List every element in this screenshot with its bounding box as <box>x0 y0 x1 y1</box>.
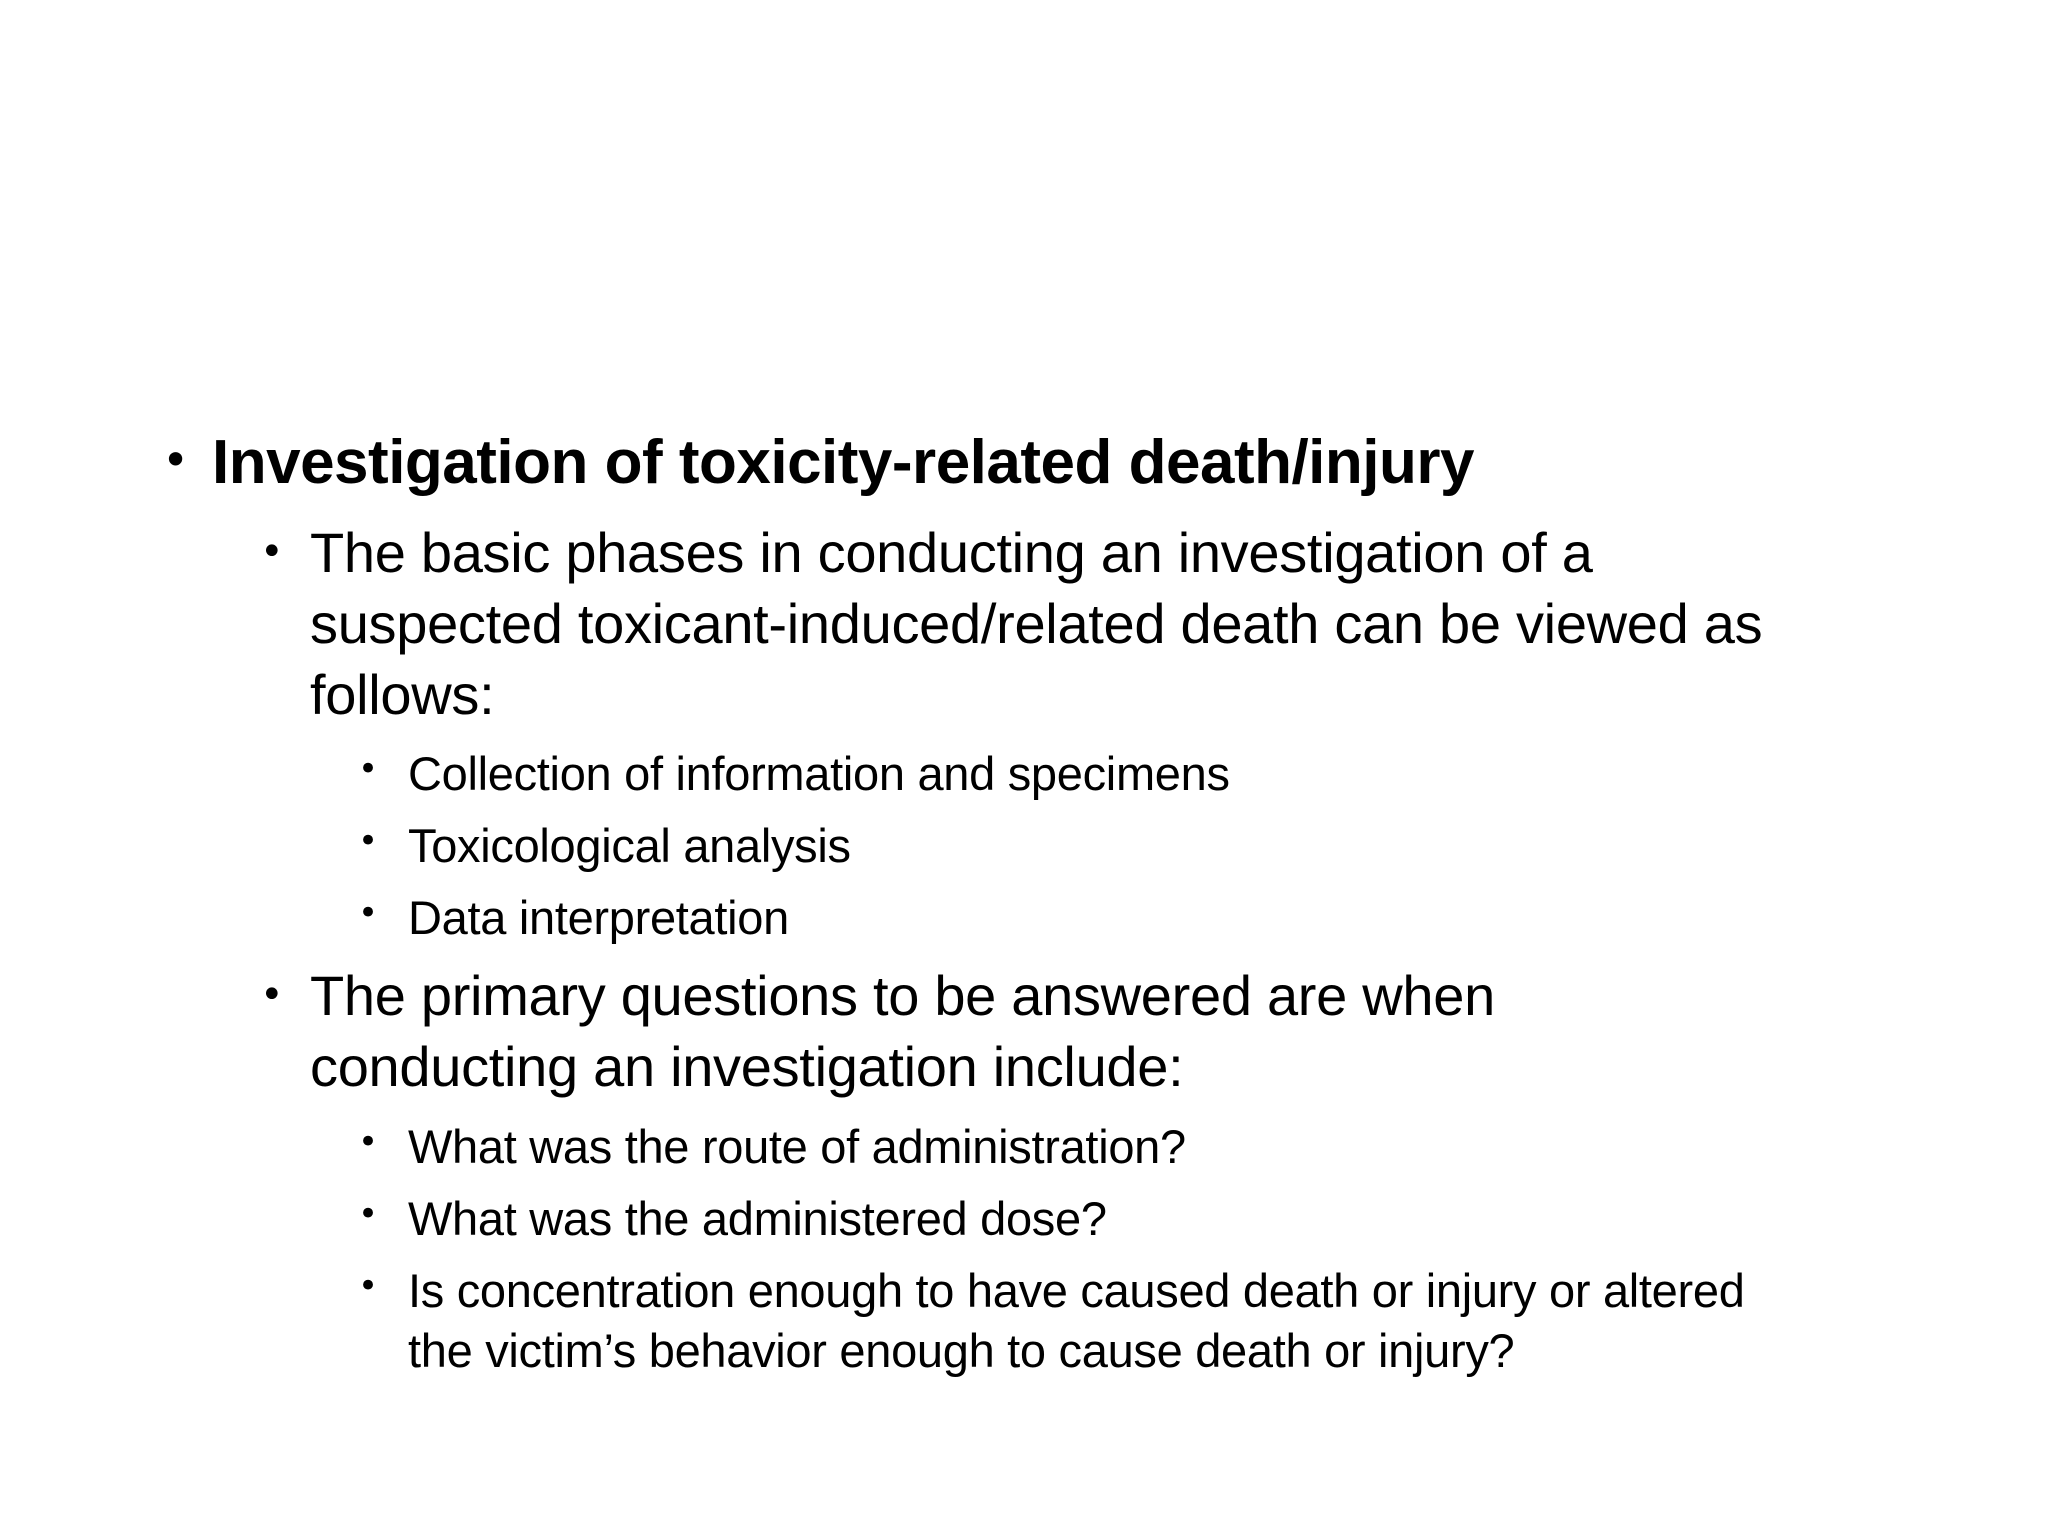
bullet-icon: • <box>358 749 379 789</box>
phases-intro-line-1: The basic phases in conducting an investigation of a <box>310 521 1593 584</box>
bullet-icon: • <box>260 529 284 575</box>
phase-text: Collection of information and specimens <box>408 747 1230 800</box>
bullet-icon: • <box>358 1266 379 1306</box>
questions-intro-line-1: The primary questions to be answered are when <box>310 964 1495 1027</box>
question-text-line-2: the victim’s behavior enough to cause death or injury? <box>408 1324 1515 1377</box>
heading-text: Investigation of toxicity-related death/injury <box>212 428 1474 497</box>
bullet-icon: • <box>162 433 190 487</box>
phases-intro-line-2: suspected toxicant-induced/related death can be viewed as <box>310 592 1763 655</box>
phases-intro-line-3: follows: <box>310 663 495 726</box>
bullet-icon: • <box>358 893 379 933</box>
question-text: What was the route of administration? <box>408 1120 1186 1173</box>
phase-text: Data interpretation <box>408 891 789 944</box>
question-text: What was the administered dose? <box>408 1192 1107 1245</box>
bullet-icon: • <box>358 1194 379 1234</box>
question-text-line-1: Is concentration enough to have caused death or injury or altered <box>408 1264 1745 1317</box>
questions-intro-line-2: conducting an investigation include: <box>310 1035 1184 1098</box>
phase-text: Toxicological analysis <box>408 819 851 872</box>
bullet-icon: • <box>358 1122 379 1162</box>
bullet-icon: • <box>358 821 379 861</box>
bullet-icon: • <box>260 972 284 1018</box>
